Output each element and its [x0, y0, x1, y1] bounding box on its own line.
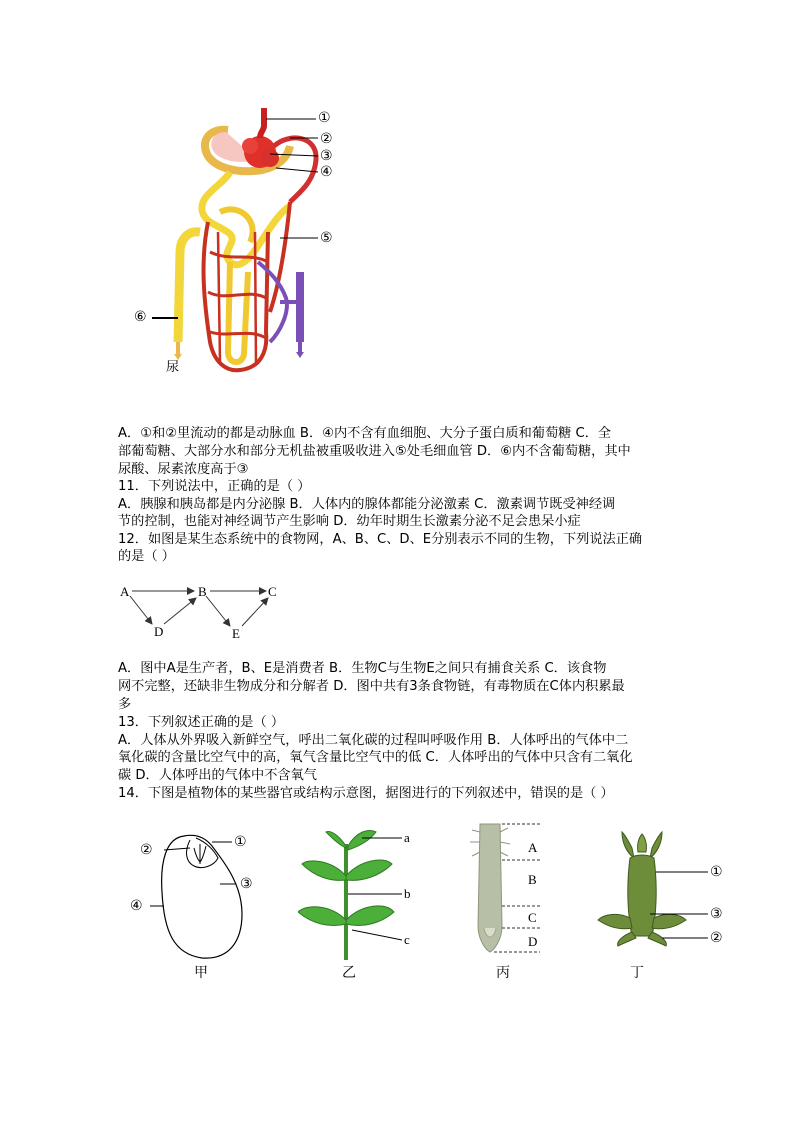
- food-web-node-d: D: [154, 624, 164, 639]
- bud-label-3: ③: [710, 906, 723, 922]
- root-label-b: B: [528, 872, 537, 887]
- root-tip-diagram: [464, 822, 554, 962]
- nephron-label-4: ④: [320, 164, 333, 180]
- nephron-figure: [130, 102, 350, 392]
- q14-stem: 14．下图是植物体的某些器官或结构示意图，据图进行的下列叙述中，错误的是（ ）: [118, 786, 614, 801]
- seed-label-4: ④: [130, 898, 143, 914]
- q12-stem-line2: 的是（ ）: [118, 549, 175, 564]
- root-tip-figure: [464, 822, 554, 962]
- q13-stem: 13．下列叙述正确的是（ ）: [118, 715, 285, 730]
- q13-options-line2: 氧化碳的含量比空气中的高，氧气含量比空气中的低 C．人体呼出的气体中只含有二氧化: [118, 750, 633, 765]
- q13-options-line1: A．人体从外界吸入新鲜空气，呼出二氧化碳的过程叫呼吸作用 B．人体呼出的气体中二: [118, 733, 629, 748]
- seed-label-3: ③: [240, 876, 253, 892]
- food-web-node-a: A: [120, 584, 130, 599]
- nephron-diagram: [130, 102, 350, 392]
- seed-label-1: ①: [234, 834, 247, 850]
- nephron-label-2: ②: [320, 131, 333, 147]
- q11-stem: 11．下列说法中，正确的是（ ）: [118, 479, 311, 494]
- q12-options-line1: A．图中A是生产者，B、E是消费者 B．生物C与生物E之间只有捕食关系 C．该食物: [118, 661, 607, 676]
- root-label-c: C: [528, 910, 537, 925]
- shoot-diagram: [298, 824, 418, 964]
- q11-options-line2: 节的控制，也能对神经调节产生影响 D．幼年时期生长激素分泌不足会患呆小症: [118, 514, 581, 529]
- seed-label-2: ②: [140, 842, 153, 858]
- q13-options-line3: 碳 D．人体呼出的气体中不含氧气: [118, 768, 317, 783]
- caption-yi: 乙: [342, 965, 356, 981]
- root-label-d: D: [528, 934, 538, 949]
- nephron-label-5: ⑤: [320, 230, 333, 246]
- nephron-label-1: ①: [318, 110, 331, 126]
- q12-stem-line1: 12．如图是某生态系统中的食物网，A、B、C、D、E分别表示不同的生物，下列说法正确: [118, 532, 643, 547]
- caption-jia: 甲: [194, 965, 208, 981]
- caption-bing: 丙: [496, 965, 510, 981]
- bud-label-1: ①: [710, 864, 723, 880]
- q11-options-line1: A．胰腺和胰岛都是内分泌腺 B．人体内的腺体都能分泌激素 C．激素调节既受神经调: [118, 497, 616, 512]
- q12-options-line3: 多: [118, 697, 132, 712]
- q10-options-line3: 尿酸、尿素浓度高于③: [118, 462, 249, 477]
- food-web-node-e: E: [232, 626, 240, 641]
- shoot-label-b: b: [404, 886, 411, 901]
- q10-options-line2: 部葡萄糖、大部分水和部分无机盐被重吸收进入⑤处毛细血管 D．⑥内不含葡萄糖，其中: [118, 444, 631, 459]
- food-web-node-c: C: [268, 584, 277, 599]
- urine-label: 尿: [166, 360, 180, 375]
- q10-options-line1: A．①和②里流动的都是动脉血 B．④内不含有血细胞、大分子蛋白质和葡萄糖 C．全: [118, 426, 612, 441]
- q12-options-line2: 网不完整，还缺非生物成分和分解者 D．图中共有3条食物链，有毒物质在C体内积累最: [118, 679, 625, 694]
- nephron-label-3: ③: [320, 148, 333, 164]
- shoot-figure: [298, 824, 418, 964]
- root-label-a: A: [528, 840, 538, 855]
- shoot-label-c: c: [404, 932, 410, 947]
- nephron-label-6: ⑥: [134, 309, 147, 325]
- caption-ding: 丁: [630, 965, 644, 981]
- food-web-node-b: B: [198, 584, 207, 599]
- bud-label-2: ②: [710, 930, 723, 946]
- shoot-label-a: a: [404, 830, 410, 845]
